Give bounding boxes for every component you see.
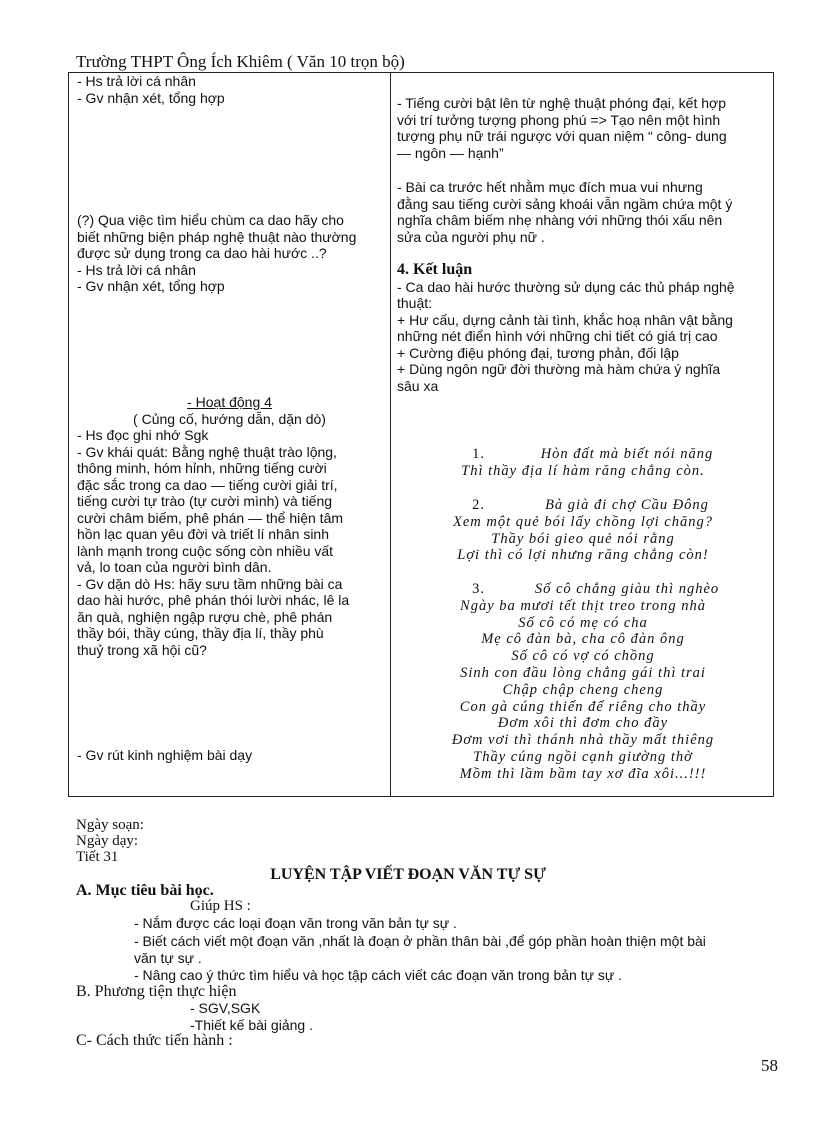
para-line: tượng phụ nữ trái ngược với quan niệm “ công- dung bbox=[397, 128, 727, 144]
activity-line: lành mạnh trong cuộc sống còn nhiều vất bbox=[77, 542, 334, 559]
poem-line: Chập chập cheng cheng bbox=[502, 681, 664, 698]
para-line: - Tiếng cười bật lên từ nghệ thuật phóng đại, kết hợp bbox=[397, 95, 726, 111]
activity-line: - Gv khái quát: Bằng nghệ thuật trào lộng, bbox=[77, 443, 337, 460]
activity-line: tiếng cười tự trào (tự cười mình) và tiếng bbox=[77, 493, 333, 509]
section-c-title: C- Cách thức tiến hành : bbox=[76, 1032, 233, 1049]
objective-item: - Nắm được các loại đoạn văn trong văn bản tự sự . bbox=[134, 915, 457, 931]
lesson-title: LUYỆN TẬP VIẾT ĐOẠN VĂN TỰ SỰ bbox=[270, 866, 546, 883]
activity-line: - Gv dặn dò Hs: hãy sưu tầm những bài ca bbox=[77, 575, 343, 592]
resource-item: -Thiết kế bài giảng . bbox=[190, 1017, 313, 1033]
question-line: được sử dụng trong ca dao hài hước ..? bbox=[77, 245, 327, 261]
meta-line: Tiết 31 bbox=[76, 849, 119, 865]
poem-line: Con gà cúng thiến để riêng cho thầy bbox=[459, 698, 707, 715]
poem-2 bbox=[397, 497, 769, 564]
conclusion-line: sâu xa bbox=[397, 377, 439, 394]
poem-line: Thầy bói gieo quẻ nói rằng bbox=[491, 530, 675, 547]
poem-line: Mồm thì lầm bầm tay xơ đĩa xôi...!!! bbox=[459, 765, 707, 782]
poem-number: 3. bbox=[472, 581, 485, 597]
question-line: - Gv nhận xét, tổng hợp bbox=[77, 278, 225, 294]
meta-block bbox=[76, 817, 144, 865]
poem-line: Số cô chẳng giàu thì nghèo bbox=[534, 581, 720, 597]
poem-line: Đơm xôi thì đơm cho đầy bbox=[497, 715, 669, 732]
para-line: - Bài ca trước hết nhằm mục đích mua vui nhưng bbox=[397, 179, 703, 195]
poem-line: Lợi thì có lợi nhưng răng chẳng còn! bbox=[457, 547, 709, 564]
poem-number: 2. bbox=[472, 497, 485, 513]
para-line: — ngôn — hạnh” bbox=[397, 144, 504, 161]
resource-item: - SGV,SGK bbox=[190, 1000, 261, 1016]
conclusion-line: + Dùng ngôn ngữ đời thường mà hàm chứa ý nghĩa bbox=[397, 361, 721, 377]
giup-hs: Giúp HS : bbox=[190, 898, 251, 914]
left-line: - Gv nhận xét, tổng hợp bbox=[77, 89, 225, 106]
objective-item: - Biết cách viết một đoạn văn ,nhất là đoạn ở phần thân bài ,để góp phần hoàn thiện một bài bbox=[134, 933, 706, 949]
question-line: (?) Qua việc tìm hiểu chùm ca dao hãy cho bbox=[77, 212, 344, 228]
question-line: - Hs trả lời cá nhân bbox=[77, 261, 196, 278]
activity-block bbox=[77, 394, 382, 658]
activity-line: hồn lạc quan yêu đời và triết lí nhân sinh bbox=[77, 526, 330, 542]
left-line: - Hs trả lời cá nhân bbox=[77, 73, 196, 89]
section-b-title: B. Phương tiện thực hiện bbox=[76, 983, 237, 1000]
meta-line: Ngày dạy: bbox=[76, 833, 139, 849]
column-divider bbox=[390, 73, 391, 796]
activity-line: thuỷ trong xã hội cũ? bbox=[77, 641, 207, 658]
poem-line: Bà già đi chợ Cầu Đông bbox=[545, 497, 709, 513]
poem-line: Hòn đất mà biết nói năng bbox=[540, 446, 714, 462]
conclusion-title: 4. Kết luận bbox=[397, 261, 473, 278]
conclusion-line: + Cường điệu phóng đại, tương phản, đối lập bbox=[397, 344, 679, 361]
activity-line: - Hs đọc ghi nhớ Sgk bbox=[77, 427, 209, 443]
activity-line: vả, lo toan của người bình dân. bbox=[77, 559, 272, 575]
poem-line: Thì thầy địa lí hàm răng chẳng còn. bbox=[461, 462, 705, 479]
left-column bbox=[77, 73, 382, 763]
poem-1 bbox=[397, 446, 769, 480]
poem-number: 1. bbox=[472, 446, 485, 462]
poem-first-line bbox=[397, 446, 769, 463]
para-line: đằng sau tiếng cười sảng khoái vẫn ngầm chứa một ý bbox=[397, 195, 733, 212]
meta-line: Ngày soạn: bbox=[76, 817, 144, 833]
poem-line: Thầy cúng ngồi cạnh giường thờ bbox=[473, 748, 693, 765]
paragraph-2 bbox=[397, 179, 732, 245]
para-line: nghĩa châm biếm nhẹ nhàng với những thói xấu nên bbox=[397, 212, 723, 228]
page-header: Trường THPT Ông Ích Khiêm ( Văn 10 trọn bộ) bbox=[76, 52, 405, 71]
activity-line: thầy bói, thầy cúng, thầy địa lí, thầy phù bbox=[77, 625, 324, 641]
conclusion-line: - Ca dao hài hước thường sử dụng các thủ pháp nghệ bbox=[397, 278, 735, 295]
conclusion-line: thuật: bbox=[397, 295, 433, 311]
poem-line: Đơm vơi thì thánh nhà thầy mất thiêng bbox=[451, 732, 715, 749]
activity-title: - Hoạt động 4 bbox=[187, 394, 272, 410]
left-last-line: - Gv rút kinh nghiệm bài dạy bbox=[77, 747, 253, 763]
poem-first-line bbox=[397, 497, 769, 514]
question-line: biết những biện pháp nghệ thuật nào thường bbox=[77, 228, 357, 245]
poem-3 bbox=[397, 581, 769, 783]
activity-line: dao hài hước, phê phán thói lười nhác, lê la bbox=[77, 592, 350, 608]
paragraph-1 bbox=[397, 95, 727, 161]
activity-line: ăn quà, nghiện ngập rượu chè, phê phán bbox=[77, 608, 333, 625]
para-line: sửa của người phụ nữ . bbox=[397, 228, 545, 245]
conclusion-block bbox=[397, 262, 735, 394]
section-a-title: A. Mục tiêu bài học. bbox=[76, 882, 214, 899]
poem-line: Sinh con đầu lòng chẳng gái thì trai bbox=[460, 664, 706, 681]
objective-item: - Nâng cao ý thức tìm hiểu và học tập cách viết các đoạn văn trong bản tự sự . bbox=[134, 967, 623, 983]
poem-line: Số cô có mẹ có cha bbox=[518, 614, 648, 631]
poem-line: Ngày ba mươi tết thịt treo trong nhà bbox=[460, 597, 706, 614]
objective-item: văn tự sự . bbox=[134, 950, 202, 966]
activity-line: cười châm biếm, phê phán — thể hiện tâm bbox=[77, 509, 344, 526]
poem-line: Số cô có vợ có chồng bbox=[511, 648, 655, 665]
activity-subtitle: ( Củng cố, hướng dẫn, dặn dò) bbox=[133, 410, 326, 427]
poem-first-line bbox=[397, 581, 769, 598]
para-line: với trí tưởng tượng phong phú => Tạo nên một hình bbox=[397, 111, 721, 128]
question-block bbox=[77, 212, 356, 295]
activity-line: đặc sắc trong ca dao — tiếng cười giải trí, bbox=[77, 476, 338, 493]
lesson-table bbox=[68, 72, 774, 797]
page-number: 58 bbox=[761, 1056, 778, 1075]
conclusion-line: những nét điển hình với những chi tiết có giá trị cao bbox=[397, 328, 718, 344]
conclusion-line: + Hư cấu, dựng cảnh tài tình, khắc hoạ nhân vật bằng bbox=[397, 311, 733, 328]
poem-line: Mẹ cô đàn bà, cha cô đàn ông bbox=[481, 631, 685, 648]
activity-line: thông minh, hóm hỉnh, những tiếng cười bbox=[77, 460, 327, 476]
poem-line: Xem một quẻ bói lấy chồng lợi chăng? bbox=[453, 513, 713, 530]
